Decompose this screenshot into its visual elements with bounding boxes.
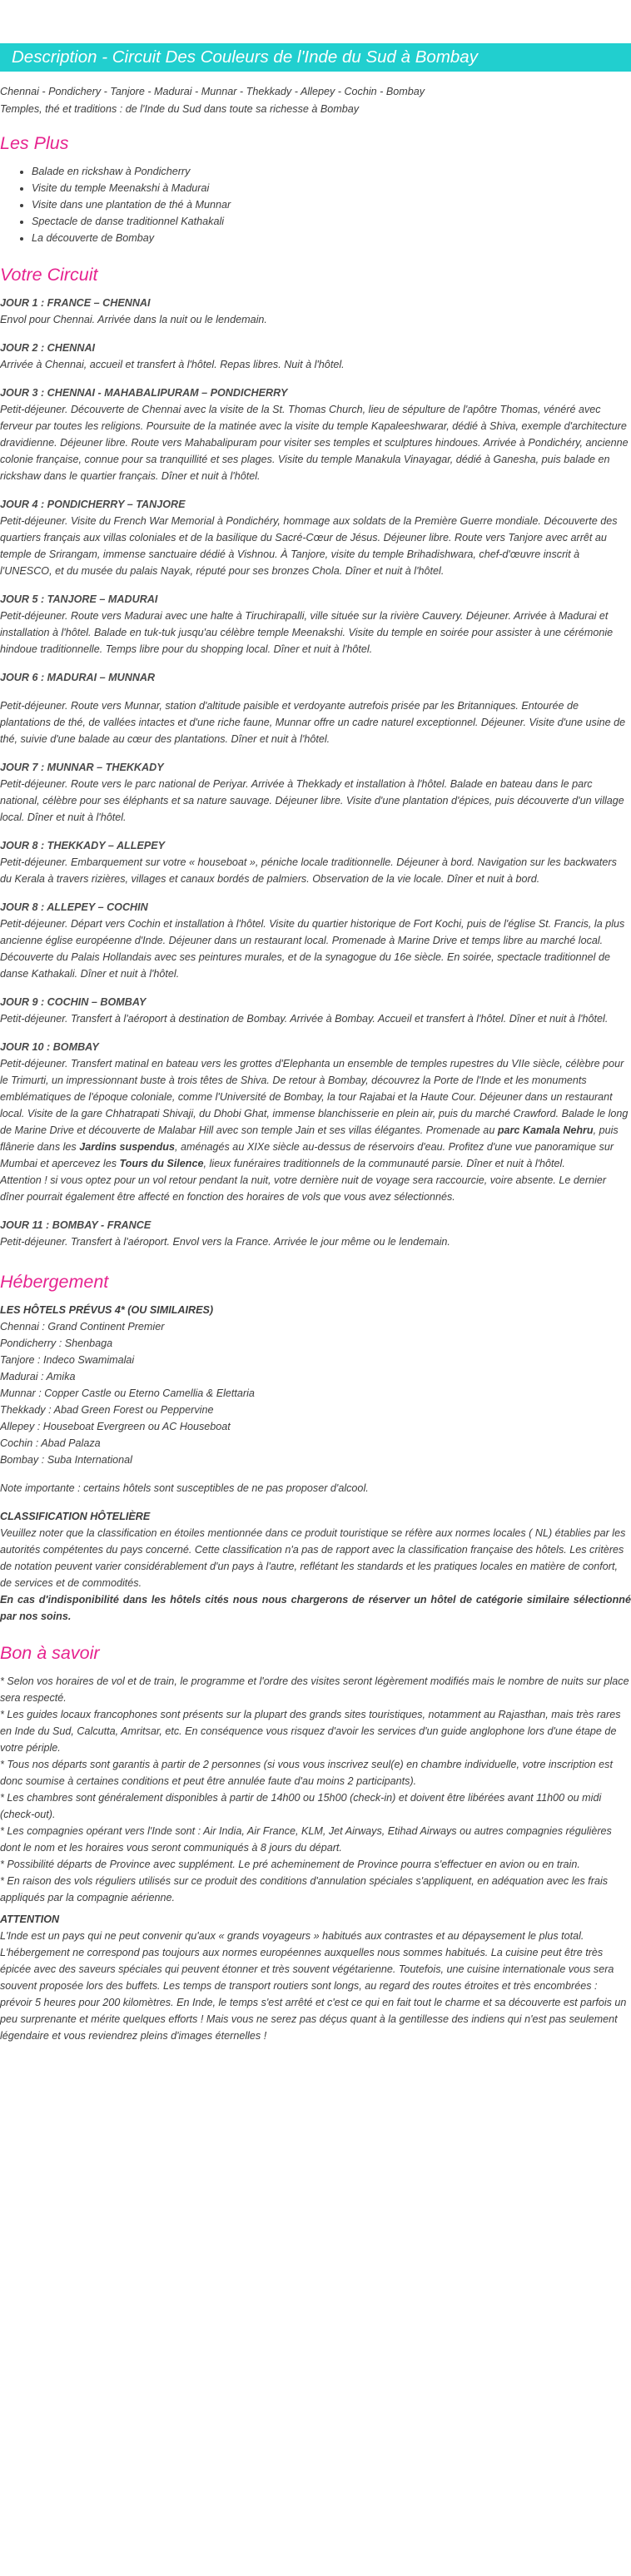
day-text: Envol pour Chennai. Arrivée dans la nuit ou le lendemain.	[0, 314, 267, 325]
note-item: * Possibilité départs de Province avec supplément. Le pré acheminement de Province pourra s'effectuer en avion ou en train.	[0, 1859, 580, 1870]
hotel-line: Cochin : Abad Palaza	[0, 1437, 101, 1449]
day-11	[0, 1217, 631, 1250]
hotel-line: Madurai : Amika	[0, 1371, 76, 1382]
page-title: Description - Circuit Des Couleurs de l'Inde du Sud à Bombay	[12, 47, 478, 67]
highlight-tours: Tours du Silence	[119, 1158, 204, 1169]
note-item: * Les chambres sont généralement disponibles à partir de 14h00 ou 15h00 (check-in) et doivent être libérées avant 11h00 ou midi (check-out).	[0, 1792, 602, 1820]
day-title: JOUR 1 : FRANCE – CHENNAI	[0, 297, 151, 309]
les-plus-list	[0, 163, 631, 246]
note-item: * Les guides locaux francophones sont présents sur la plupart des grands sites touristiques, notamment au Rajasthan, mais très rares en Inde du Sud, Calcutta, Amritsar, etc. En conséquence vous risquez d'avoir les services d'un guide anglophone lors d'une étape de votre périple.	[0, 1709, 621, 1754]
day-4	[0, 496, 631, 579]
day-title: JOUR 3 : CHENNAI - MAHABALIPURAM – PONDICHERRY	[0, 387, 288, 399]
hotel-line: Thekkady : Abad Green Forest ou Peppervine	[0, 1404, 214, 1416]
list-item: • Spectacle de danse traditionnel Kathakali	[32, 213, 631, 230]
hotel-line: Munnar : Copper Castle ou Eterno Camellia & Elettaria	[0, 1387, 255, 1399]
day-text	[0, 1055, 631, 1172]
les-plus-heading: Les Plus	[0, 133, 69, 153]
day-8-allepey	[0, 899, 631, 982]
list-item: • Balade en rickshaw à Pondicherry	[32, 163, 631, 180]
day-text: Petit-déjeuner. Route vers le parc national de Periyar. Arrivée à Thekkady et installation à l'hôtel. Balade en bateau dans le parc national, célèbre pour ses éléphants et sa nature sauvage. Déjeuner libre. Visite d'une plantation d'épices, puis découverte d'un village local. Dîner et nuit à l'hôtel.	[0, 778, 624, 823]
note-item: * En raison des vols réguliers utilisés sur ce produit des conditions d'annulation spéciales s'appliquent, en adéquation avec les frais appliqués par la compagnie aérienne.	[0, 1875, 609, 1903]
day-title: JOUR 8 : THEKKADY – ALLEPEY	[0, 840, 166, 851]
hotel-line: Tanjore : Indeco Swamimalai	[0, 1354, 135, 1366]
highlight-jardins: Jardins suspendus	[79, 1141, 175, 1153]
list-item: • Visite du temple Meenakshi à Madurai	[32, 180, 631, 196]
day-title: JOUR 9 : COCHIN – BOMBAY	[0, 996, 147, 1008]
hotel-line: Chennai : Grand Continent Premier	[0, 1321, 165, 1333]
day-text-part: , lieux funéraires traditionnels de la communauté parsie. Dîner et nuit à l'hôtel.	[203, 1158, 565, 1169]
highlight-kamala-nehru: parc Kamala Nehru	[497, 1124, 594, 1136]
attention-text: L'Inde est un pays qui ne peut convenir qu'aux « grands voyageurs » habitués aux contrastes et au dépaysement le plus total. L'hébergement ne correspond pas toujours aux normes européennes auxquelles nous sommes habitués. La cuisine peut être très épicée avec des saveurs spéciales qui peuvent étonner et très souvent végétarienne. Toutefois, une cuisine internationale vous sera souvent proposée lors des buffets. Les temps de transport routiers sont longs, au regard des routes étroites et très encombrées : prévoir 5 heures pour 200 kilomètres. En Inde, le temps s'est arrêté et c'est ce qui en fait tout le charme et sa découverte est parfois un peu surprenante et mérite quelques efforts ! Mais vous ne serez pas déçus quant à la gentillesse des indiens qui n'est pas seulement légendaire et vous reviendrez pleins d'images éternelles !	[0, 1930, 627, 2042]
note-item: * Selon vos horaires de vol et de train, le programme et l'ordre des visites seront légèrement modifiés mais le nombre de nuits sur place sera respecté.	[0, 1675, 629, 1704]
day-8-thekkady	[0, 837, 631, 887]
list-item: • La découverte de Bombay	[32, 230, 631, 246]
day-title: JOUR 4 : PONDICHERRY – TANJORE	[0, 499, 186, 510]
hotels-subtitle: LES HÔTELS PRÉVUS 4* (OU SIMILAIRES)	[0, 1304, 214, 1316]
day-text: Petit-déjeuner. Transfert à l'aéroport à destination de Bombay. Arrivée à Bombay. Accueil et transfert à l'hôtel. Dîner et nuit à l'hôtel.	[0, 1013, 609, 1025]
note-item: * Tous nos départs sont garantis à partir de 2 personnes (si vous vous inscrivez seul(e) en chambre individuelle, votre inscription est donc soumise à certaines conditions et peut être annulée faute d'au moins 2 participants).	[0, 1759, 613, 1787]
day-title: JOUR 10 : BOMBAY	[0, 1041, 99, 1053]
day-title: JOUR 6 : MADURAI – MUNNAR	[0, 672, 156, 683]
day-text: Petit-déjeuner. Route vers Munnar, station d'altitude paisible et verdoyante autrefois prisée par les Britanniques. Entourée de plantations de thé, de vallées intactes et d'une riche faune, Munnar offre un cadre naturel exceptionnel. Déjeuner. Visite d'une usine de thé, suivie d'une balade au cœur des plantations. Dîner et nuit à l'hôtel.	[0, 700, 626, 745]
day-title: JOUR 7 : MUNNAR – THEKKADY	[0, 762, 164, 773]
description-banner	[0, 43, 631, 72]
main-content	[0, 83, 631, 2044]
day-7	[0, 759, 631, 826]
day-title: JOUR 2 : CHENNAI	[0, 342, 96, 354]
day-6	[0, 669, 631, 747]
hotel-line: Allepey : Houseboat Evergreen ou AC Houseboat	[0, 1421, 231, 1432]
day-text: Petit-déjeuner. Visite du French War Memorial à Pondichéry, hommage aux soldats de la Première Guerre mondiale. Découverte des quartiers français aux villas coloniales et de la basilique du Sacré-Cœur de Jésus. Déjeuner libre. Route vers Tanjore avec arrêt au temple de Srirangam, immense sanctuaire dédié à Vishnou. À Tanjore, visite du temple Brihadishwara, chef-d'œuvre inscrit à l'UNESCO, et du musée du palais Nayak, réputé pour ses bronzes Chola. Dîner et nuit à l'hôtel.	[0, 515, 618, 577]
day-2	[0, 340, 631, 373]
circuit-heading: Votre Circuit	[0, 265, 98, 285]
classification-bold: En cas d'indisponibilité dans les hôtels cités nous nous chargerons de réserver un hôtel de catégorie similaire sélectionné par nos soins.	[0, 1594, 631, 1622]
day-text: Petit-déjeuner. Embarquement sur votre « houseboat », péniche locale traditionnelle. Déjeuner à bord. Navigation sur les backwaters du Kerala à travers rizières, villages et canaux bordés de palmiers. Observation de la vie locale. Dîner et nuit à bord.	[0, 856, 617, 885]
day-10	[0, 1039, 631, 1205]
day-text-part: Petit-déjeuner. Transfert matinal en bateau vers les grottes d'Elephanta un ensemble de temples rupestres du VIIe siècle, célèbre pour le Trimurti, un impressionnant buste à trois têtes de Shiva. De retour à Bombay, découvrez la Porte de l'Inde et les monuments emblématiques de l'époque coloniale, comme l'Université de Bombay, la tour Rajabai et la Haute Cour. Déjeuner dans un restaurant local. Visite de la gare Chhatrapati Shivaji, du Dhobi Ghat, immense blanchisserie en plein air, puis du marché Crawford. Balade le long de Marine Drive et découverte de Malabar Hill avec son temple Jain et ses villas élégantes. Promenade au	[0, 1058, 629, 1136]
hotel-line: Pondicherry : Shenbaga	[0, 1338, 113, 1349]
classification-text: Veuillez noter que la classification en étoiles mentionnée dans ce produit touristique se réfère aux normes locales ( NL) établies par les autorités compétentes du pays concerné. Cette classification n'a pas de rapport avec la classification française des hôtels. Les critères de notation peuvent varier considérablement d'un pays à l'autre, reflétant les standards et les pratiques locales en matière de confort, de services et de commodités.	[0, 1527, 626, 1589]
day-text-part: , aménagés au XIXe siècle au-dessus de réservoirs d'eau. Profitez d'une vue panoramique sur Mumbai et apercevez les	[0, 1141, 614, 1169]
note-item: * Les compagnies opérant vers l'Inde sont : Air India, Air France, KLM, Jet Airways, Etihad Airways ou autres compagnies régulières dont le nom et les horaires vous seront communiqués à 8 jours du départ.	[0, 1825, 612, 1854]
day-3	[0, 385, 631, 484]
day-text: Petit-déjeuner. Départ vers Cochin et installation à l'hôtel. Visite du quartier historique de Fort Kochi, puis de l'église St. Francis, la plus ancienne église européenne d'Inde. Déjeuner dans un restaurant local. Promenade à Marine Drive et temps libre au marché local. Découverte du Palais Hollandais avec ses peintures murales, et de la synagogue du 16e siècle. En soirée, spectacle traditionnel de danse Kathakali. Dîner et nuit à l'hôtel.	[0, 918, 625, 980]
bon-a-savoir-heading: Bon à savoir	[0, 1643, 100, 1663]
attention-title: ATTENTION	[0, 1913, 60, 1925]
day-title: JOUR 5 : TANJORE – MADURAI	[0, 593, 158, 605]
hebergement-heading: Hébergement	[0, 1272, 109, 1292]
route-line: Chennai - Pondichery - Tanjore - Madurai - Munnar - Thekkady - Allepey - Cochin - Bombay	[0, 86, 425, 97]
day-text: Petit-déjeuner. Transfert à l'aéroport. Envol vers la France. Arrivée le jour même ou le lendemain.	[0, 1236, 450, 1248]
attention-note: Attention ! si vous optez pour un vol retour pendant la nuit, votre dernière nuit de voyage sera raccourcie, voire absente. Le dernier dîner pourrait également être affecté en fonction des horaires de vols que vous avez sélectionnés.	[0, 1174, 607, 1203]
classification-warning	[0, 1591, 631, 1625]
tagline: Temples, thé et traditions : de l'Inde du Sud dans toute sa richesse à Bombay	[0, 103, 360, 115]
alcohol-note: Note importante : certains hôtels sont susceptibles de ne pas proposer d'alcool.	[0, 1482, 369, 1494]
day-title: JOUR 8 : ALLEPEY – COCHIN	[0, 901, 148, 913]
day-1	[0, 295, 631, 328]
bon-a-savoir-notes	[0, 1673, 631, 2044]
day-text-part: , puis flânerie dans les	[0, 1124, 619, 1153]
day-5	[0, 591, 631, 658]
list-item: • Visite dans une plantation de thé à Munnar	[32, 196, 631, 213]
day-text: Petit-déjeuner. Découverte de Chennai avec la visite de la St. Thomas Church, lieu de sépulture de l'apôtre Thomas, vénéré avec ferveur par toutes les religions. Poursuite de la matinée avec la visite du temple Kapaleeshwarar, dédié à Shiva, exemple d'architecture dravidienne. Déjeuner libre. Route vers Mahabalipuram pour visiter ses temples et sculptures hindoues. Arrivée à Pondichéry, ancienne colonie française, connue pour sa tranquillité et ses plages. Visite du temple Manakula Vinayagar, dédié à Ganesha, puis balade en rickshaw dans le quartier français. Dîner et nuit à l'hôtel.	[0, 404, 629, 482]
day-text: Petit-déjeuner. Route vers Madurai avec une halte à Tiruchirapalli, ville située sur la rivière Cauvery. Déjeuner. Arrivée à Madurai et installation à l'hôtel. Balade en tuk-tuk jusqu'au célèbre temple Meenakshi. Visite du temple en soirée pour assister à une cérémonie hindoue traditionnelle. Temps libre pour du shopping local. Dîner et nuit à l'hôtel.	[0, 610, 614, 655]
day-text: Arrivée à Chennai, accueil et transfert à l'hôtel. Repas libres. Nuit à l'hôtel.	[0, 359, 345, 370]
day-9	[0, 994, 631, 1027]
hotel-line: Bombay : Suba International	[0, 1454, 132, 1466]
day-title: JOUR 11 : BOMBAY - FRANCE	[0, 1219, 152, 1231]
classification-title: CLASSIFICATION HÔTELIÈRE	[0, 1511, 151, 1522]
